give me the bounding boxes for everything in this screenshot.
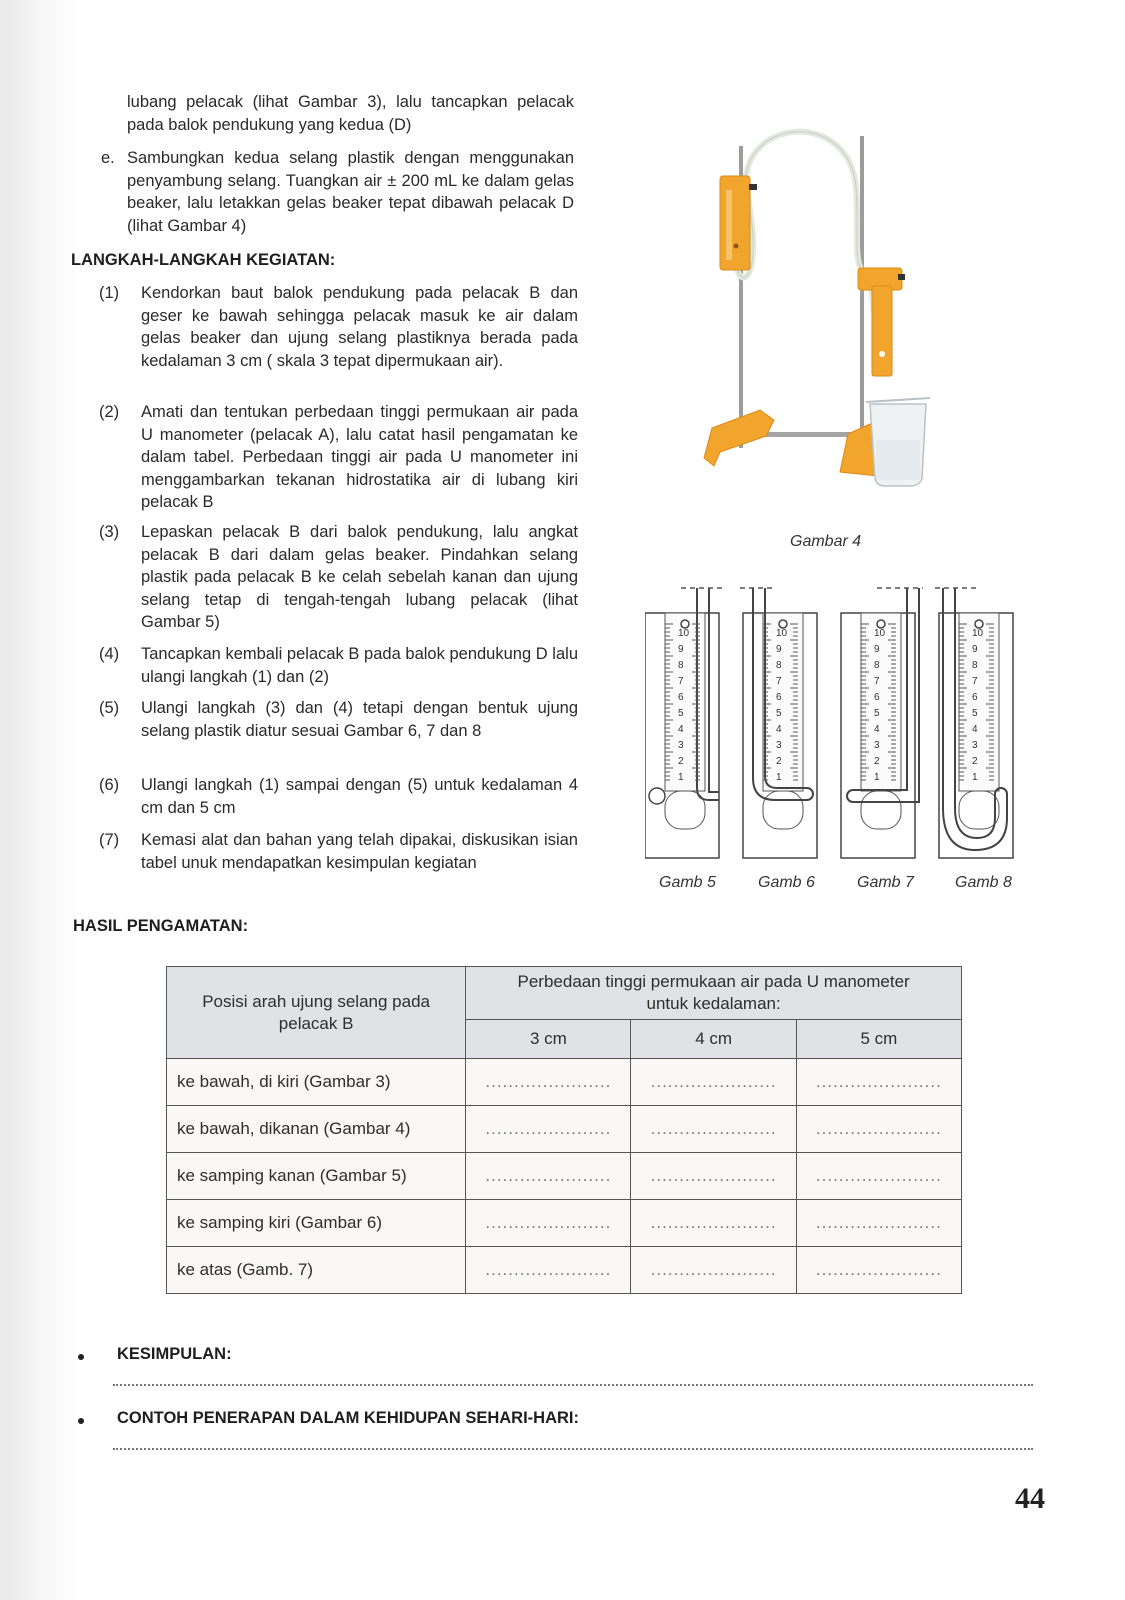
table-row — [167, 1106, 962, 1153]
blank-cell: ...................... — [466, 1153, 631, 1200]
blank-cell: ...................... — [631, 1153, 796, 1200]
step-2-number: (2) — [99, 403, 120, 421]
scale-label: 10 — [972, 628, 984, 639]
scale-label: 2 — [776, 756, 782, 767]
kesimpulan-bullet — [78, 1354, 84, 1360]
gambar-4-caption: Gambar 4 — [790, 533, 862, 550]
table-row — [167, 1247, 962, 1294]
header-depth-4cm: 4 cm — [631, 1020, 796, 1059]
contoh-heading: CONTOH PENERAPAN DALAM KEHIDUPAN SEHARI-HARI: — [117, 1409, 580, 1427]
header-position: Posisi arah ujung selang pada pelacak B — [167, 967, 466, 1059]
scale-label: 4 — [972, 724, 978, 735]
contoh-answer-line — [113, 1448, 1033, 1450]
blank-cell: ...................... — [631, 1059, 796, 1106]
scale-label: 6 — [678, 692, 684, 703]
apparatus-photo-gambar-4 — [700, 128, 940, 498]
scale-label: 7 — [678, 676, 684, 687]
scale-label: 9 — [874, 644, 880, 655]
blank-cell: ...................... — [631, 1200, 796, 1247]
step-5-number: (5) — [99, 699, 120, 717]
scale-label: 4 — [776, 724, 782, 735]
step-7-text: Kemasi alat dan bahan yang telah dipakai, diskusikan isian tabel unuk mendapatkan kesimpulan kegiatan — [141, 831, 578, 872]
blank-cell: ...................... — [466, 1200, 631, 1247]
blank-cell: ...................... — [466, 1059, 631, 1106]
scale-label: 3 — [776, 740, 782, 751]
scale-label: 5 — [874, 708, 880, 719]
scale-label: 1 — [776, 772, 782, 783]
row-label: ke samping kanan (Gambar 5) — [167, 1153, 466, 1200]
tracker-block-a — [720, 176, 750, 270]
blank-cell: ...................... — [796, 1059, 961, 1106]
header-depth-3cm: 3 cm — [466, 1020, 631, 1059]
blank-cell: ...................... — [796, 1153, 961, 1200]
scale-label: 5 — [972, 708, 978, 719]
blank-cell: ...................... — [466, 1247, 631, 1294]
step-6-number: (6) — [99, 776, 120, 794]
header-height-difference: Perbedaan tinggi permukaan air pada U manometer untuk kedalaman: — [466, 967, 962, 1020]
scale-label: 1 — [874, 772, 880, 783]
scale-label: 2 — [678, 756, 684, 767]
blank-cell: ...................... — [631, 1247, 796, 1294]
step-2-text: Amati dan tentukan perbedaan tinggi permukaan air pada U manometer (pelacak A), lalu catat hasil pengamatan ke dalam tabel. Perbedaan tinggi air pada U manometer ini menggambarkan tekanan hidrostatika air di lubang kiri pelacak B — [141, 403, 578, 511]
row-label: ke samping kiri (Gambar 6) — [167, 1200, 466, 1247]
table-row — [167, 1200, 962, 1247]
langkah-heading: LANGKAH-LANGKAH KEGIATAN: — [71, 251, 336, 269]
gamb-6-caption: Gamb 6 — [758, 874, 815, 891]
scale-label: 1 — [972, 772, 978, 783]
blank-cell: ...................... — [796, 1200, 961, 1247]
scale-label: 7 — [776, 676, 782, 687]
row-label: ke bawah, dikanan (Gambar 4) — [167, 1106, 466, 1153]
row-label: ke atas (Gamb. 7) — [167, 1247, 466, 1294]
plastic-tube — [737, 132, 880, 363]
step-4-number: (4) — [99, 645, 120, 663]
step-1-number: (1) — [99, 284, 120, 302]
scale-label: 1 — [678, 772, 684, 783]
gamb-8-caption: Gamb 8 — [955, 874, 1012, 891]
header-depth-5cm: 5 cm — [796, 1020, 961, 1059]
blank-cell: ...................... — [796, 1247, 961, 1294]
step-d-continuation: lubang pelacak (lihat Gambar 3), lalu tancapkan pelacak pada balok pendukung yang kedua (D) — [127, 93, 574, 134]
scale-label: 10 — [776, 628, 788, 639]
step-e-marker: e. — [101, 149, 115, 167]
scale-label: 5 — [678, 708, 684, 719]
scale-label: 4 — [678, 724, 684, 735]
row-label: ke bawah, di kiri (Gambar 3) — [167, 1059, 466, 1106]
scale-label: 8 — [776, 660, 782, 671]
hasil-heading: HASIL PENGAMATAN: — [73, 917, 249, 935]
scale-label: 3 — [678, 740, 684, 751]
scale-label: 3 — [972, 740, 978, 751]
scale-label: 2 — [972, 756, 978, 767]
scale-label: 8 — [874, 660, 880, 671]
step-1-text: Kendorkan baut balok pendukung pada pelacak B dan geser ke bawah sehingga pelacak masuk ke air dalam gelas beaker dan ujung selang plastiknya berada pada kedalaman 3 cm ( skala 3 tepat dipermukaan air). — [141, 284, 578, 370]
scale-label: 9 — [972, 644, 978, 655]
step-e-text: Sambungkan kedua selang plastik dengan menggunakan penyambung selang. Tuangkan air ± 200 mL ke dalam gelas beaker, lalu letakkan gelas beaker tepat dibawah pelacak D (lihat Gambar 4) — [127, 149, 574, 235]
page-number: 44 — [1015, 1482, 1045, 1515]
blank-cell: ...................... — [796, 1106, 961, 1153]
scale-label: 10 — [874, 628, 886, 639]
scale-label: 8 — [678, 660, 684, 671]
scale-label: 7 — [972, 676, 978, 687]
scale-label: 9 — [678, 644, 684, 655]
manometer-gauges-figure — [645, 578, 1045, 868]
page-gutter-shadow — [0, 0, 80, 1600]
scale-label: 4 — [874, 724, 880, 735]
stand-foot-left — [704, 410, 774, 466]
scale-label: 7 — [874, 676, 880, 687]
step-6-text: Ulangi langkah (1) sampai dengan (5) untuk kedalaman 4 cm dan 5 cm — [141, 776, 578, 817]
stand-rod-right — [860, 136, 864, 448]
step-4-text: Tancapkan kembali pelacak B pada balok pendukung D lalu ulangi langkah (1) dan (2) — [141, 645, 578, 686]
scale-label: 5 — [776, 708, 782, 719]
scale-label: 3 — [874, 740, 880, 751]
scale-label: 9 — [776, 644, 782, 655]
step-5-text: Ulangi langkah (3) dan (4) tetapi dengan bentuk ujung selang plastik diatur sesuai Gambar 6, 7 dan 8 — [141, 699, 578, 740]
scale-label: 6 — [972, 692, 978, 703]
table-row — [167, 1059, 962, 1106]
table-row — [167, 1153, 962, 1200]
scale-label: 6 — [776, 692, 782, 703]
step-3-text: Lepaskan pelacak B dari balok pendukung, lalu angkat pelacak B dari dalam gelas beaker. Pindahkan selang plastik pada pelacak B ke celah sebelah kanan dan ujung selang tetap di tengah-tengah lubang pelacak (lihat Gambar 5) — [141, 523, 578, 631]
contoh-bullet — [78, 1418, 84, 1424]
step-7-number: (7) — [99, 831, 120, 849]
kesimpulan-heading: KESIMPULAN: — [117, 1345, 232, 1363]
gamb-7-caption: Gamb 7 — [857, 874, 914, 891]
scale-label: 2 — [874, 756, 880, 767]
observation-table — [166, 966, 962, 1294]
step-3-number: (3) — [99, 523, 120, 541]
scale-label: 10 — [678, 628, 690, 639]
blank-cell: ...................... — [631, 1106, 796, 1153]
kesimpulan-answer-line — [113, 1384, 1033, 1386]
scale-label: 8 — [972, 660, 978, 671]
blank-cell: ...................... — [466, 1106, 631, 1153]
gamb-5-caption: Gamb 5 — [659, 874, 716, 891]
scale-label: 6 — [874, 692, 880, 703]
